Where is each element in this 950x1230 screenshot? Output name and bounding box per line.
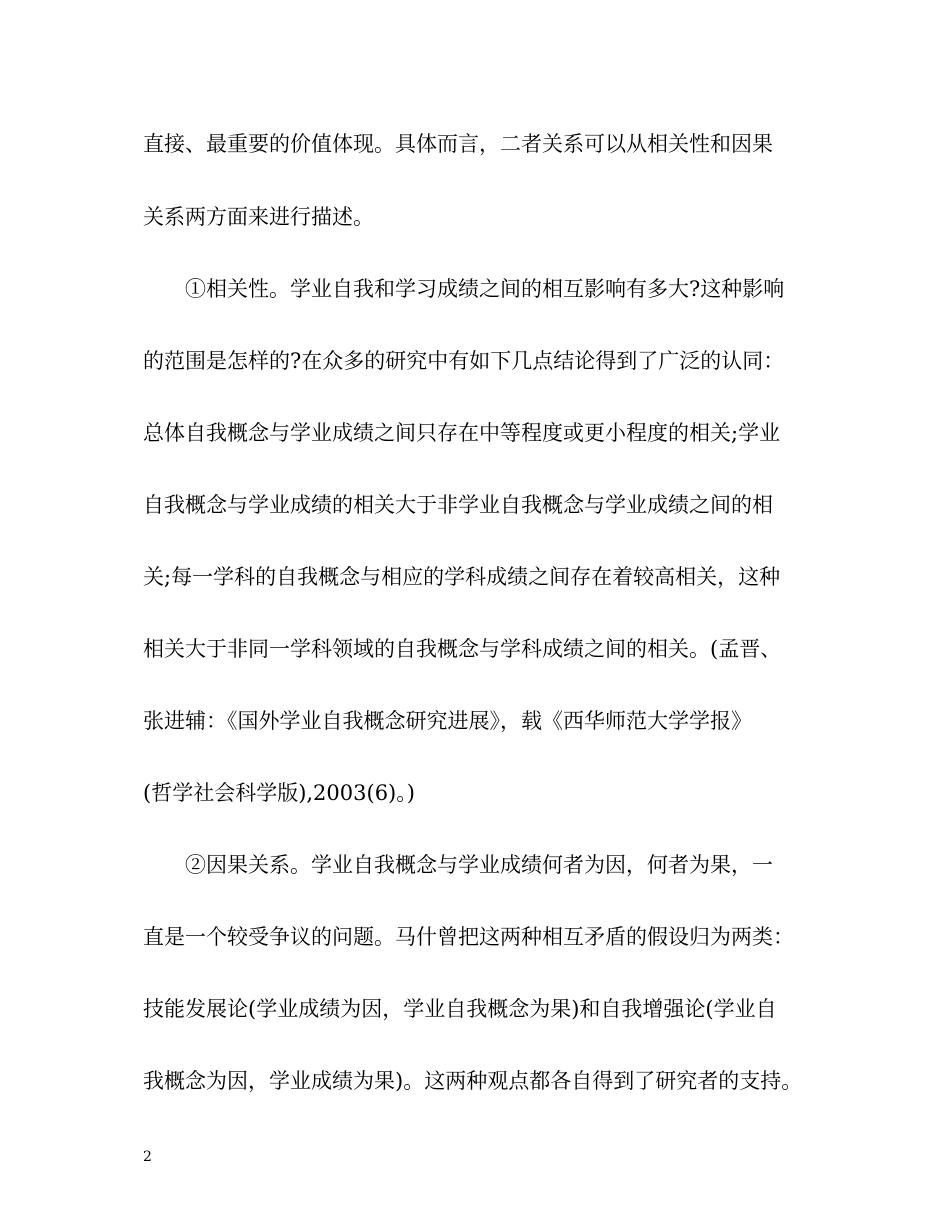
text-line-6: 自我概念与学业成绩的相关大于非学业自我概念与学业成绩之间的相 [143,493,773,517]
text-line-3: ①相关性。学业自我和学习成绩之间的相互影响有多大?这种影响 [185,277,785,301]
text-line-9: 张进辅：《国外学业自我概念研究进展》，载《西华师范大学学报》 [143,709,752,733]
text-line-11: ②因果关系。学业自我概念与学业成绩何者为因，何者为果，一 [185,853,773,877]
text-line-10: (哲学社会科学版),2003(6)。) [143,781,415,805]
text-line-1: 直接、最重要的价值体现。具体而言，二者关系可以从相关性和因果 [143,132,773,156]
text-line-5: 总体自我概念与学业成绩之间只存在中等程度或更小程度的相关;学业 [143,421,781,445]
page-number: 2 [143,1149,152,1165]
text-line-8: 相关大于非同一学科领域的自我概念与学科成绩之间的相关。(孟晋、 [143,637,782,661]
text-line-4: 的范围是怎样的?在众多的研究中有如下几点结论得到了广泛的认同： [143,349,785,373]
text-line-14: 我概念为因，学业成绩为果)。这两种观点都各自得到了研究者的支持。 [143,1069,803,1093]
text-line-7: 关;每一学科的自我概念与相应的学科成绩之间存在着较高相关，这种 [143,565,781,589]
text-line-12: 直是一个较受争议的问题。马什曾把这两种相互矛盾的假设归为两类： [143,925,794,949]
text-line-2: 关系两方面来进行描述。 [143,205,374,229]
text-line-13: 技能发展论(学业成绩为因，学业自我概念为果)和自我增强论(学业自 [143,997,777,1021]
